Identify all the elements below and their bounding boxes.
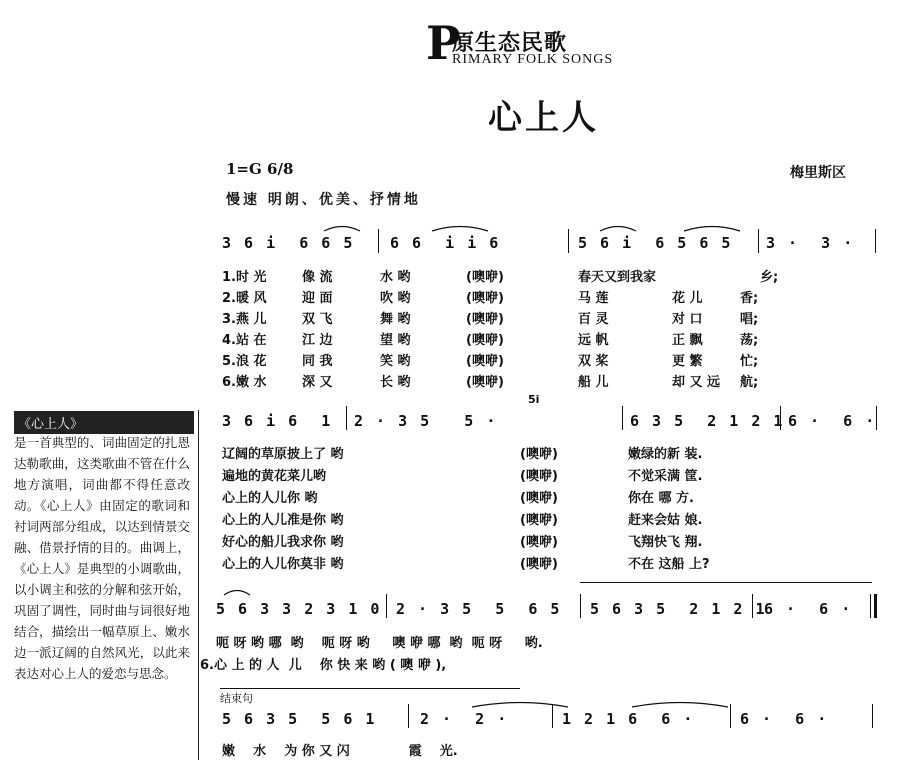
notes-s1-m1: 3 6 i 6 6 5 <box>222 234 355 252</box>
verse-2-cell: 吹 哟 <box>380 291 411 306</box>
verse-1-cell: 水 哟 <box>380 270 411 285</box>
verse-3-cell: 唱; <box>740 312 759 327</box>
lyric-s2-line: 遍地的黄花菜儿哟 <box>222 469 327 484</box>
sidebar-body: 是一首典型的、词曲固定的扎恩达勒歌曲，这类歌曲不管在什么地方演唱，词曲都不得任意改动。《心上人》由固定的歌词和衬词两部分组成，以达到情景交融、借景抒情的目的。曲调上，《心上人》是典型的小调歌曲，以小调主和弦的分解和弦开始，巩固了调性，同时曲与词很好地结合，描绘出一幅草原上、嫩水边一派辽阔的自然风光，以此来表达对心上人的爱恋与思念。 <box>14 435 190 681</box>
verse-5-cell: 同 我 <box>302 354 333 369</box>
repeat-bar <box>870 594 871 618</box>
verse-6-cell: 深 又 <box>302 375 333 390</box>
verse-6-cell: 却 又 远 <box>672 375 721 390</box>
barline <box>580 594 581 618</box>
verse-2-cell: 马 莲 <box>578 291 609 306</box>
barline <box>568 229 569 253</box>
barline <box>730 704 731 728</box>
barline <box>622 406 623 430</box>
notes-s1-m4: 3 · 3 · <box>766 234 855 252</box>
barline <box>758 229 759 253</box>
verse-3-cell: 对 口 <box>672 312 703 327</box>
lyric-s3-line2: 6.心 上 的 人 儿 你 快 来 哟 ( 噢 咿 ), <box>200 658 447 673</box>
barline <box>378 229 379 253</box>
verse-1-cell: 乡; <box>760 270 779 285</box>
notes-s1-m3: 5 6 i 6 5 6 5 <box>578 234 733 252</box>
lyric-s3-line1: 呃 呀 哟 哪 哟 呃 呀 哟 噢 咿 哪 哟 呃 呀 哟. <box>216 636 543 651</box>
lyric-s2-line: 心上的人儿你莫非 哟 <box>222 557 344 572</box>
lyric-s2-line: 心上的人儿你 哟 <box>222 491 318 506</box>
verse-4-cell: 4.站 在 <box>222 333 267 348</box>
slur <box>682 222 742 232</box>
lyric-s2-line: 辽阔的草原披上了 哟 <box>222 447 344 462</box>
song-title: 心上人 <box>488 98 599 138</box>
lyric-s2-line: 好心的船儿我求你 哟 <box>222 535 344 550</box>
tie <box>470 698 570 708</box>
grace-note: 5i <box>528 393 540 406</box>
notes-s3-m4: 6 · 6 · <box>764 600 853 618</box>
verse-6-cell: 6.嫩 水 <box>222 375 267 390</box>
notes-s4-m1: 5 6 3 5 5 6 1 <box>222 710 377 728</box>
verse-4-cell: 江 边 <box>302 333 333 348</box>
verse-6-cell: 船 儿 <box>578 375 609 390</box>
slur <box>322 222 362 232</box>
lyric-s2-end: 不在 这船 上? <box>628 557 710 572</box>
barline <box>780 406 781 430</box>
verse-1-cell: 像 流 <box>302 270 333 285</box>
verse-3-cell: 舞 哟 <box>380 312 411 327</box>
notes-s4-m4: 6 · 6 · <box>740 710 829 728</box>
verse-5-cell: 双 桨 <box>578 354 609 369</box>
verse-2-cell: 2.暖 风 <box>222 291 267 306</box>
verse-3-cell: 百 灵 <box>578 312 609 327</box>
final-bar <box>872 704 873 728</box>
lyric-s4: 嫩 水 为 你 又 闪 霞 光. <box>222 744 458 759</box>
notes-s2-m3: 6 3 5 2 1 2 1 <box>630 412 785 430</box>
sidebar-divider <box>198 410 205 760</box>
lyric-s2-end: 赶来会姑 娘. <box>628 513 703 528</box>
volta-bracket <box>580 582 872 583</box>
notes-s1-m2: 6 6 i i 6 <box>390 234 501 252</box>
logo-letter: P <box>426 16 461 70</box>
verse-3-cell: 双 飞 <box>302 312 333 327</box>
verse-3-cell: 3.燕 儿 <box>222 312 267 327</box>
logo-english: RIMARY FOLK SONGS <box>452 52 614 67</box>
barline <box>386 594 387 618</box>
verse-6-cell: 长 哟 <box>380 375 411 390</box>
verse-5-cell: 更 繁 <box>672 354 703 369</box>
notes-s3-m1: 5 6 3 3 2 3 1 0 <box>216 600 382 618</box>
verse-4-cell: 望 哟 <box>380 333 411 348</box>
notes-s2-m1: 3 6 i 6 1 <box>222 412 333 430</box>
verse-6-cell: (噢咿) <box>466 375 504 390</box>
verse-1-cell: 春天又到我家 <box>578 270 657 285</box>
notes-s3-m2: 2 · 3 5 5 6 5 <box>396 600 562 618</box>
verse-1-cell: (噢咿) <box>466 270 504 285</box>
notes-s4-m2: 2 · 2 · <box>420 710 509 728</box>
verse-5-cell: 笑 哟 <box>380 354 411 369</box>
verse-2-cell: 迎 面 <box>302 291 333 306</box>
key-signature: 1=G 6/8 <box>226 160 294 178</box>
lyric-s2-end: 不觉采满 筐. <box>628 469 703 484</box>
verse-2-cell: 香; <box>740 291 759 306</box>
lyric-s2-mid: (噢咿) <box>520 447 558 462</box>
notes-s4-m3: 1 2 1 6 6 · <box>562 710 695 728</box>
notes-s2-m4: 6 · 6 · <box>788 412 877 430</box>
verse-6-cell: 航; <box>740 375 759 390</box>
verse-5-cell: 5.浪 花 <box>222 354 267 369</box>
barline <box>752 594 753 618</box>
logo-chinese: 原生态民歌 <box>452 31 568 56</box>
verse-5-cell: (噢咿) <box>466 354 504 369</box>
barline <box>408 704 409 728</box>
slur <box>430 222 490 232</box>
barline <box>875 229 876 253</box>
slur <box>222 586 252 596</box>
verse-4-cell: 正 飘 <box>672 333 703 348</box>
lyric-s2-line: 心上的人儿准是你 哟 <box>222 513 344 528</box>
notes-s3-m3: 5 6 3 5 2 1 2 1 <box>590 600 767 618</box>
lyric-s2-mid: (噢咿) <box>520 469 558 484</box>
lyric-s2-mid: (噢咿) <box>520 557 558 572</box>
verse-5-cell: 忙; <box>740 354 759 369</box>
tempo-marking: 慢速 明朗、优美、抒情地 <box>226 192 421 208</box>
verse-4-cell: 荡; <box>740 333 759 348</box>
lyric-s2-end: 飞翔快飞 翔. <box>628 535 703 550</box>
notes-s2-m2: 2 · 3 5 5 · <box>354 412 498 430</box>
sidebar-heading: 《心上人》 <box>14 411 194 434</box>
verse-4-cell: 远 帆 <box>578 333 609 348</box>
verse-1-cell: 1.时 光 <box>222 270 267 285</box>
lyric-s2-mid: (噢咿) <box>520 513 558 528</box>
region-label: 梅里斯区 <box>790 165 846 181</box>
slur <box>598 222 638 232</box>
verse-2-cell: (噢咿) <box>466 291 504 306</box>
verse-3-cell: (噢咿) <box>466 312 504 327</box>
lyric-s2-end: 你在 哪 方. <box>628 491 694 506</box>
lyric-s2-end: 嫩绿的新 装. <box>628 447 703 462</box>
lyric-s2-mid: (噢咿) <box>520 491 558 506</box>
repeat-bar-thick <box>874 594 877 618</box>
tie <box>630 698 730 708</box>
barline <box>876 406 877 430</box>
ending-label: 结束句 <box>220 688 520 706</box>
verse-4-cell: (噢咿) <box>466 333 504 348</box>
barline <box>346 406 347 430</box>
verse-2-cell: 花 儿 <box>672 291 703 306</box>
lyric-s2-mid: (噢咿) <box>520 535 558 550</box>
